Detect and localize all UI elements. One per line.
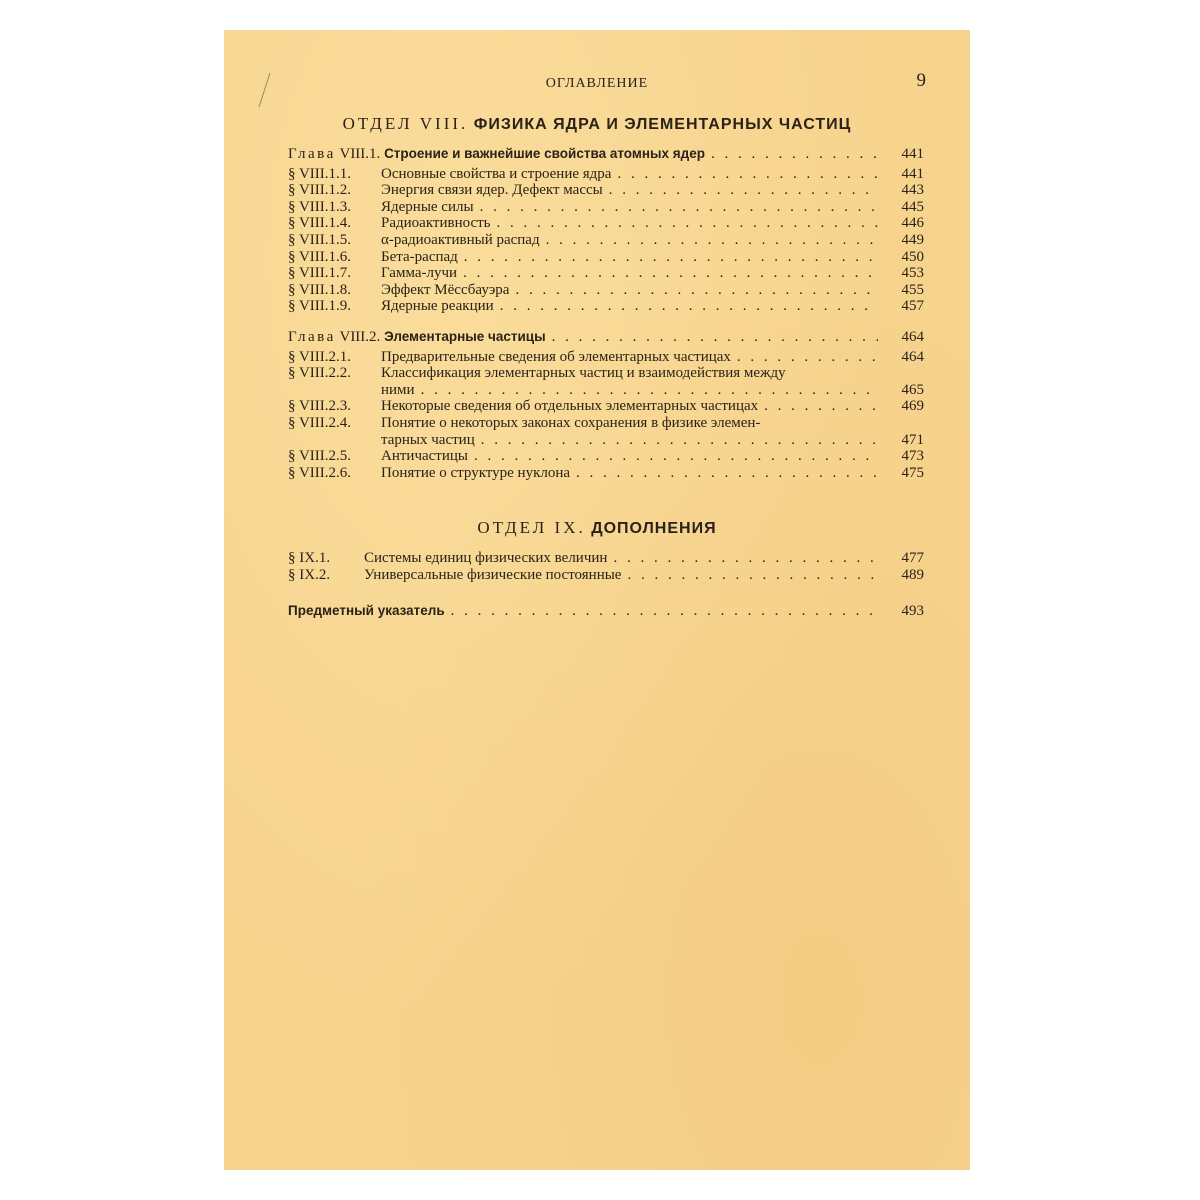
leader-dots [617, 166, 878, 183]
item-title: Классификация элементарных частиц и взаимодействия между [381, 365, 786, 382]
item-number: § IX.2. [288, 566, 331, 583]
item-number: § VIII.1.6. [288, 248, 352, 265]
item-page: 475 [901, 464, 924, 481]
toc-item [288, 215, 924, 232]
leader-dots [515, 282, 878, 299]
item-number: § VIII.2.3. [288, 398, 352, 415]
item-page: 443 [901, 182, 924, 199]
item-page: 445 [901, 198, 924, 215]
chapter-title: Элементарные частицы [384, 328, 546, 344]
leader-dots [464, 249, 878, 266]
leader-dots [546, 232, 878, 249]
item-number: § VIII.2.1. [288, 348, 352, 365]
item-page: 453 [901, 265, 924, 282]
item-number: § VIII.1.3. [288, 198, 352, 215]
item-page: 464 [901, 348, 924, 365]
leader-dots [737, 349, 878, 366]
toc-item [288, 465, 924, 482]
leader-dots [764, 398, 878, 415]
item-number: § VIII.1.2. [288, 182, 352, 199]
toc-item [288, 365, 924, 398]
item-title: Ядерные реакции [381, 298, 494, 315]
toc-item [288, 182, 924, 199]
toc-item [288, 232, 924, 249]
item-number: § VIII.2.4. [288, 414, 352, 431]
item-page: 441 [901, 165, 924, 182]
item-page: 455 [901, 281, 924, 298]
item-title: Системы единиц физических величин [364, 550, 608, 566]
item-title: Энергия связи ядер. Дефект массы [381, 182, 603, 199]
chapter-number: VIII.2. [339, 328, 381, 345]
item-page: 489 [901, 566, 924, 583]
toc-chapter-row [288, 146, 924, 163]
index-title: Предметный указатель [288, 603, 445, 619]
item-page: 457 [901, 298, 924, 315]
toc-item [288, 415, 924, 448]
section-title-8 [224, 114, 970, 134]
leader-dots [480, 199, 878, 216]
item-page: 446 [901, 215, 924, 232]
leader-dots [552, 329, 878, 346]
leader-dots [481, 432, 878, 449]
leader-dots [497, 215, 878, 232]
toc-item [288, 265, 924, 282]
toc-item [288, 249, 924, 266]
toc-section-9 [288, 550, 924, 620]
item-title: Античастицы [381, 448, 468, 465]
item-number: § VIII.1.8. [288, 281, 352, 298]
section-label: ОТДЕЛ IX. [477, 518, 586, 537]
section-label: ОТДЕЛ VIII. [342, 114, 469, 133]
item-page: 449 [901, 231, 924, 248]
toc-item [288, 166, 924, 183]
item-title: Предварительные сведения об элементарных частицах [381, 348, 731, 365]
item-title: Основные свойства и строение ядра [381, 165, 612, 182]
leader-dots [474, 448, 878, 465]
toc-item [288, 282, 924, 299]
leader-dots [613, 550, 878, 567]
item-title-continued: тарных частиц [381, 431, 475, 448]
item-number: § VIII.1.9. [288, 298, 352, 315]
leader-dots [463, 265, 878, 282]
index-page: 493 [901, 603, 924, 620]
item-page: 471 [901, 431, 924, 448]
leader-dots [609, 182, 878, 199]
toc-section-8 [288, 146, 924, 481]
item-title: Универсальные физические постоянные [364, 566, 622, 583]
item-page: 477 [901, 550, 924, 566]
book-page [224, 30, 970, 1170]
chapter-number: VIII.1. [339, 146, 381, 162]
leader-dots [421, 382, 878, 399]
item-title: Радиоактивность [381, 215, 491, 232]
item-title: α-радиоактивный распад [381, 231, 540, 248]
toc-index-row [288, 603, 924, 620]
item-title: Гамма-лучи [381, 265, 458, 282]
item-page: 450 [901, 248, 924, 265]
toc-item [288, 567, 924, 584]
leader-dots [711, 146, 878, 163]
item-page: 469 [901, 398, 924, 415]
toc-item [288, 448, 924, 465]
leader-dots [627, 567, 878, 584]
item-title: Эффект Мёссбауэра [381, 281, 510, 298]
section-title-9 [224, 518, 970, 538]
item-title: Бета-распад [381, 248, 458, 265]
item-number: § VIII.1.7. [288, 265, 352, 282]
leader-dots [500, 298, 878, 315]
chapter-word: Глава [288, 328, 336, 345]
item-title: Некоторые сведения об отдельных элементарных частицах [381, 398, 759, 415]
section-name: ДОПОЛНЕНИЯ [591, 520, 717, 537]
chapter-title: Строение и важнейшие свойства атомных ядер [384, 146, 705, 161]
item-number: § VIII.1.1. [288, 165, 352, 182]
leader-dots [576, 465, 878, 482]
toc-item [288, 550, 924, 567]
toc-item [288, 199, 924, 216]
page-number: 9 [916, 70, 926, 91]
item-title-continued: ними [381, 381, 415, 398]
item-title: Понятие о некоторых законах сохранения в физике элемен- [381, 414, 761, 431]
section-name: ФИЗИКА ЯДРА И ЭЛЕМЕНТАРНЫХ ЧАСТИЦ [473, 116, 852, 133]
item-page: 465 [901, 381, 924, 398]
item-page: 473 [901, 448, 924, 465]
item-number: § VIII.1.4. [288, 215, 352, 232]
chapter-page: 464 [901, 328, 924, 345]
running-title: ОГЛАВЛЕНИЕ [545, 76, 649, 91]
item-number: § VIII.2.6. [288, 464, 352, 481]
toc-chapter-row [288, 329, 924, 346]
item-title: Ядерные силы [381, 198, 474, 215]
item-number: § VIII.2.5. [288, 448, 352, 465]
item-number: § IX.1. [288, 550, 331, 566]
item-number: § VIII.1.5. [288, 231, 352, 248]
leader-dots [451, 603, 878, 620]
chapter-page: 441 [901, 146, 924, 162]
item-title: Понятие о структуре нуклона [381, 464, 571, 481]
toc-item [288, 349, 924, 366]
item-number: § VIII.2.2. [288, 365, 352, 382]
toc-item [288, 398, 924, 415]
chapter-word: Глава [288, 146, 336, 162]
toc-item [288, 298, 924, 315]
